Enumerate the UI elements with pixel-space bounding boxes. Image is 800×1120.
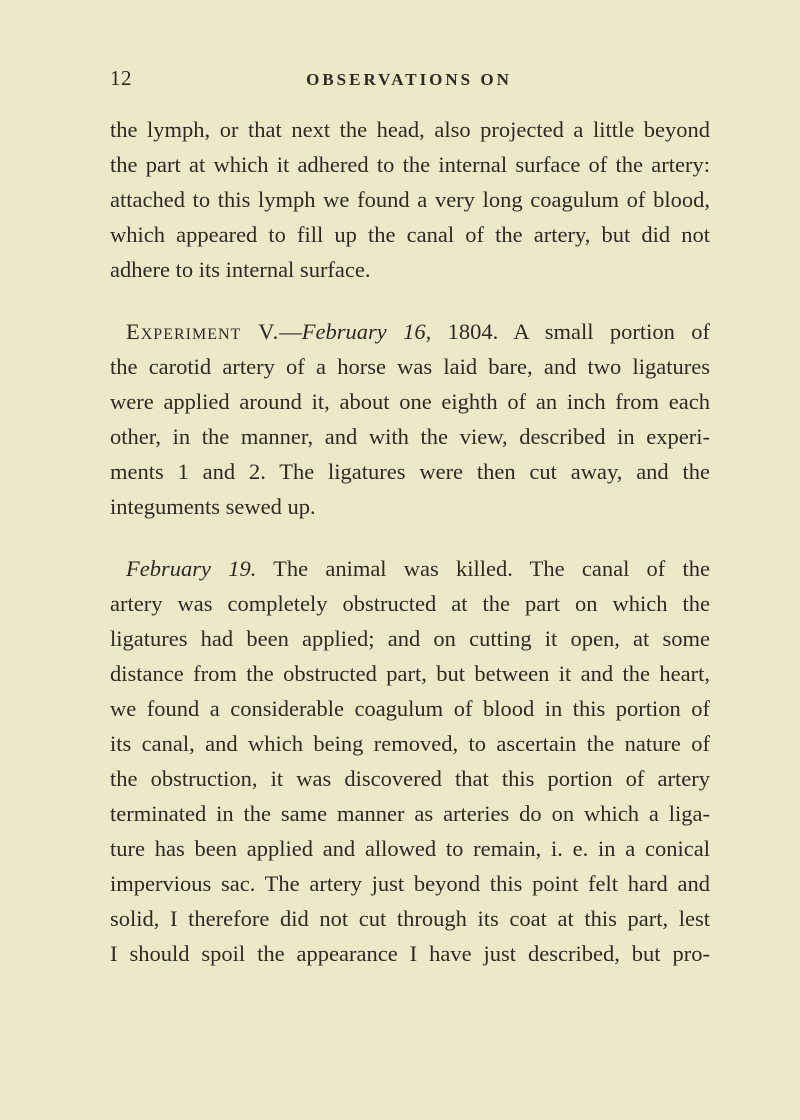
page-number: 12 [110,66,132,90]
paragraph-2-line: were applied around it, about one eighth of an inch from each [110,389,710,414]
paragraph-3-line: impervious sac. The artery just beyond this point felt hard and [110,871,710,896]
experiment-label: Experiment V. [126,319,280,344]
paragraph-1-line: the lymph, or that next the head, also projected a little beyond [110,117,710,142]
paragraph-3-line: terminated in the same manner as arteries do on which a liga- [110,801,710,826]
paragraph-gap [110,524,710,551]
paragraph-2-line: ments 1 and 2. The ligatures were then cut away, and the [110,459,710,484]
paragraph-3-line: artery was completely obstructed at the part on which the [110,591,710,616]
dated-entry-rest: The animal was killed. The canal of the [256,556,710,581]
paragraph-3-line: distance from the obstructed part, but between it and the heart, [110,661,710,686]
dated-entry-line [110,551,710,586]
paragraph-3-line: we found a considerable coagulum of blood in this portion of [110,696,710,721]
paragraph-1-line: the part at which it adhered to the internal surface of the artery: [110,152,710,177]
paragraph-1-line: which appeared to fill up the canal of the artery, but did not [110,222,710,247]
paragraph-3-line: I should spoil the appearance I have just described, but pro- [110,941,710,966]
paragraph-3-line: its canal, and which being removed, to ascertain the nature of [110,731,710,756]
running-head: OBSERVATIONS ON [306,70,512,89]
paragraph-1-line: attached to this lymph we found a very long coagulum of blood, [110,187,710,212]
paragraph-3-line: ligatures had been applied; and on cutting it open, at some [110,626,710,651]
experiment-date: February 16, [301,319,432,344]
body-text [110,112,710,971]
paragraph-gap [110,287,710,314]
paragraph-3-line: ture has been applied and allowed to remain, i. e. in a conical [110,836,710,861]
paragraph-3-line: the obstruction, it was discovered that this portion of artery [110,766,710,791]
em-dash: — [279,319,302,344]
paragraph-2-line: integuments sewed up. [110,494,316,519]
paragraph-1-line: adhere to its internal surface. [110,257,371,282]
paragraph-2-line: other, in the manner, and with the view, described in experi- [110,424,710,449]
experiment-heading-rest: 1804. A small portion of [431,319,710,344]
paragraph-2-line: the carotid artery of a horse was laid bare, and two ligatures [110,354,710,379]
experiment-heading-line [110,314,710,349]
paragraph-3-line: solid, I therefore did not cut through its coat at this part, lest [110,906,710,931]
entry-date: February 19. [126,556,257,581]
